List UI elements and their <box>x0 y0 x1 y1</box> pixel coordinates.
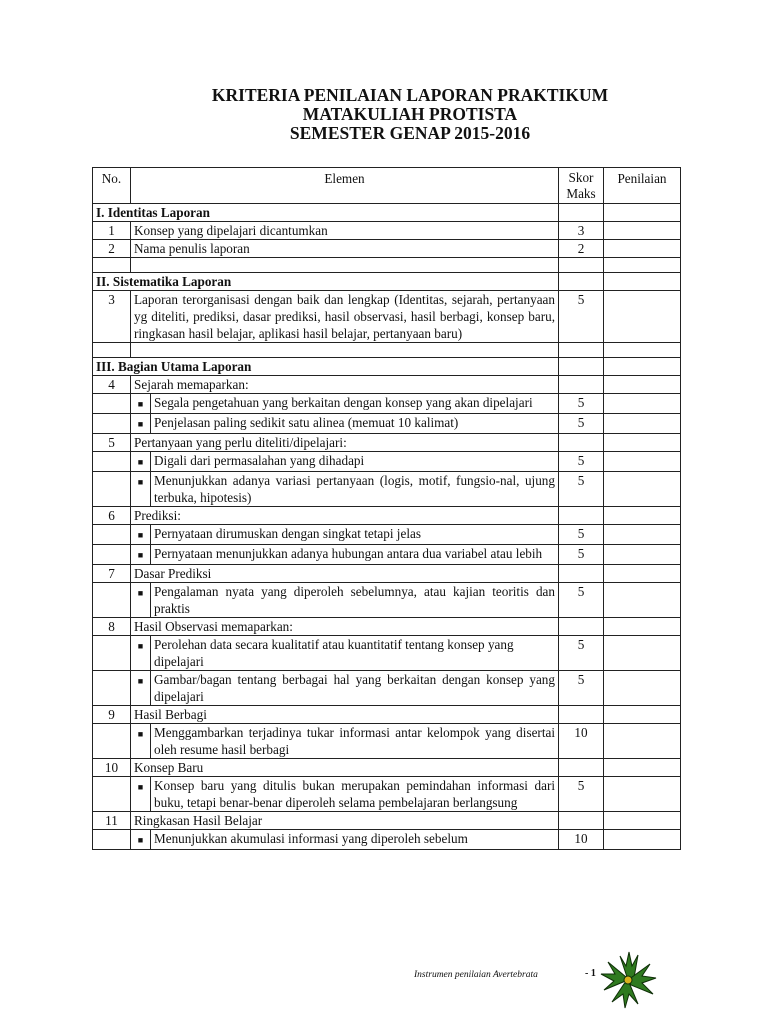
bullet-text: Perolehan data secara kualitatif atau kuantitatif tentang konsep yang dipelajari <box>151 636 559 671</box>
row-number: 5 <box>93 434 131 452</box>
leaf-logo-icon <box>598 950 658 1010</box>
row-text: Konsep yang dipelajari dicantumkan <box>131 222 559 240</box>
penilaian-cell[interactable] <box>604 240 681 258</box>
score-cell: 3 <box>559 222 604 240</box>
blank-row <box>93 258 681 273</box>
bullet-row <box>93 472 681 507</box>
score-cell <box>559 204 604 222</box>
title-line-2: MATAKULIAH PROTISTA <box>302 104 518 124</box>
penilaian-cell[interactable] <box>604 358 681 376</box>
section-row <box>93 358 681 376</box>
bullet-icon: ■ <box>131 724 151 759</box>
row-number: 2 <box>93 240 131 258</box>
table-row <box>93 222 681 240</box>
bullet-row <box>93 525 681 545</box>
bullet-icon: ■ <box>131 472 151 507</box>
penilaian-cell[interactable] <box>604 618 681 636</box>
penilaian-cell[interactable] <box>604 525 681 545</box>
header-elemen: Elemen <box>131 168 559 204</box>
score-cell <box>559 706 604 724</box>
bullet-text: Menunjukkan akumulasi informasi yang diperoleh sebelum <box>151 830 559 850</box>
table-row <box>93 434 681 452</box>
penilaian-cell[interactable] <box>604 414 681 434</box>
row-text: Hasil Observasi memaparkan: <box>131 618 559 636</box>
score-cell: 10 <box>559 724 604 759</box>
section-title: III. Bagian Utama Laporan <box>93 358 559 376</box>
penilaian-cell[interactable] <box>604 830 681 850</box>
penilaian-cell[interactable] <box>604 507 681 525</box>
row-number: 9 <box>93 706 131 724</box>
row-number: 3 <box>93 291 131 343</box>
score-cell: 5 <box>559 671 604 706</box>
bullet-icon: ■ <box>131 545 151 565</box>
score-cell <box>559 507 604 525</box>
header-skor-line2: Maks <box>566 186 596 201</box>
table-row <box>93 565 681 583</box>
penilaian-cell[interactable] <box>604 204 681 222</box>
score-cell <box>559 273 604 291</box>
bullet-icon: ■ <box>131 671 151 706</box>
penilaian-cell[interactable] <box>604 376 681 394</box>
row-text: Konsep Baru <box>131 759 559 777</box>
bullet-row <box>93 583 681 618</box>
penilaian-cell[interactable] <box>604 583 681 618</box>
section-row <box>93 273 681 291</box>
table-row <box>93 507 681 525</box>
penilaian-cell[interactable] <box>604 545 681 565</box>
penilaian-cell[interactable] <box>604 452 681 472</box>
score-cell: 5 <box>559 525 604 545</box>
bullet-row <box>93 671 681 706</box>
table-row <box>93 618 681 636</box>
score-cell <box>559 358 604 376</box>
row-text: Hasil Berbagi <box>131 706 559 724</box>
document-title <box>0 86 768 143</box>
bullet-row <box>93 777 681 812</box>
penilaian-cell[interactable] <box>604 565 681 583</box>
bullet-text: Segala pengetahuan yang berkaitan dengan konsep yang akan dipelajari <box>151 394 559 414</box>
penilaian-cell[interactable] <box>604 724 681 759</box>
bullet-icon: ■ <box>131 452 151 472</box>
penilaian-cell[interactable] <box>604 812 681 830</box>
row-text: Laporan terorganisasi dengan baik dan lengkap (Identitas, sejarah, pertanyaan yg diteliti, prediksi, dasar prediksi, hasil observasi, hasil berbagi, konsep baru, ringkasan hasil belajar, aplikasi hasil belajar, pertanyaan baru) <box>131 291 559 343</box>
row-text: Nama penulis laporan <box>131 240 559 258</box>
bullet-text: Pernyataan menunjukkan adanya hubungan antara dua variabel atau lebih <box>151 545 559 565</box>
penilaian-cell[interactable] <box>604 273 681 291</box>
row-text: Sejarah memaparkan: <box>131 376 559 394</box>
row-text: Pertanyaan yang perlu diteliti/dipelajari: <box>131 434 559 452</box>
score-cell: 5 <box>559 414 604 434</box>
score-cell <box>559 812 604 830</box>
bullet-row <box>93 394 681 414</box>
row-number: 1 <box>93 222 131 240</box>
penilaian-cell[interactable] <box>604 671 681 706</box>
score-cell: 10 <box>559 830 604 850</box>
bullet-text: Menunjukkan adanya variasi pertanyaan (logis, motif, fungsio-nal, ujung terbuka, hipotesis) <box>151 472 559 507</box>
bullet-icon: ■ <box>131 394 151 414</box>
bullet-icon: ■ <box>131 636 151 671</box>
table-row <box>93 706 681 724</box>
table-row <box>93 759 681 777</box>
score-cell: 5 <box>559 636 604 671</box>
row-number: 11 <box>93 812 131 830</box>
title-line-3: SEMESTER GENAP 2015-2016 <box>289 123 531 143</box>
row-text: Prediksi: <box>131 507 559 525</box>
bullet-icon: ■ <box>131 583 151 618</box>
score-cell <box>559 376 604 394</box>
bullet-row <box>93 830 681 850</box>
bullet-icon: ■ <box>131 777 151 812</box>
bullet-text: Menggambarkan terjadinya tukar informasi antar kelompok yang disertai oleh resume hasil berbagi <box>151 724 559 759</box>
score-cell <box>559 434 604 452</box>
bullet-text: Digali dari permasalahan yang dihadapi <box>151 452 559 472</box>
section-row <box>93 204 681 222</box>
penilaian-cell[interactable] <box>604 394 681 414</box>
bullet-row <box>93 414 681 434</box>
row-number: 7 <box>93 565 131 583</box>
penilaian-cell[interactable] <box>604 777 681 812</box>
score-cell: 5 <box>559 545 604 565</box>
table-row <box>93 812 681 830</box>
header-skor <box>559 168 604 204</box>
penilaian-cell[interactable] <box>604 291 681 343</box>
page-number: - 1 <box>585 968 596 979</box>
row-number: 10 <box>93 759 131 777</box>
row-text: Ringkasan Hasil Belajar <box>131 812 559 830</box>
table-row <box>93 291 681 343</box>
bullet-row <box>93 545 681 565</box>
blank-row <box>93 343 681 358</box>
penilaian-cell[interactable] <box>604 222 681 240</box>
bullet-row <box>93 636 681 671</box>
header-skor-line1: Skor <box>568 170 594 185</box>
section-title: II. Sistematika Laporan <box>93 273 559 291</box>
bullet-icon: ■ <box>131 525 151 545</box>
table-header-row <box>93 168 681 204</box>
table-row <box>93 240 681 258</box>
bullet-row <box>93 724 681 759</box>
bullet-icon: ■ <box>131 414 151 434</box>
row-number: 4 <box>93 376 131 394</box>
bullet-text: Gambar/bagan tentang berbagai hal yang berkaitan dengan konsep yang dipelajari <box>151 671 559 706</box>
score-cell: 5 <box>559 583 604 618</box>
penilaian-cell[interactable] <box>604 706 681 724</box>
score-cell: 5 <box>559 452 604 472</box>
row-number: 6 <box>93 507 131 525</box>
score-cell <box>559 618 604 636</box>
title-line-1: KRITERIA PENILAIAN LAPORAN PRAKTIKUM <box>211 85 609 105</box>
score-cell: 5 <box>559 777 604 812</box>
row-text: Dasar Prediksi <box>131 565 559 583</box>
header-no: No. <box>93 168 131 204</box>
bullet-icon: ■ <box>131 830 151 850</box>
section-title: I. Identitas Laporan <box>93 204 559 222</box>
table-row <box>93 376 681 394</box>
score-cell: 5 <box>559 394 604 414</box>
bullet-text: Konsep baru yang ditulis bukan merupakan pemindahan informasi dari buku, tetapi benar-benar diperoleh selama pembelajaran berlangsung <box>151 777 559 812</box>
assessment-table <box>92 167 681 850</box>
header-penilaian: Penilaian <box>604 168 681 204</box>
score-cell: 5 <box>559 291 604 343</box>
bullet-row <box>93 452 681 472</box>
footer-text: Instrumen penilaian Avertebrata <box>414 970 538 980</box>
penilaian-cell[interactable] <box>604 759 681 777</box>
bullet-text: Pengalaman nyata yang diperoleh sebelumnya, atau kajian teoritis dan praktis <box>151 583 559 618</box>
score-cell <box>559 565 604 583</box>
penilaian-cell[interactable] <box>604 434 681 452</box>
score-cell: 5 <box>559 472 604 507</box>
row-number: 8 <box>93 618 131 636</box>
penilaian-cell[interactable] <box>604 636 681 671</box>
bullet-text: Penjelasan paling sedikit satu alinea (memuat 10 kalimat) <box>151 414 559 434</box>
bullet-text: Pernyataan dirumuskan dengan singkat tetapi jelas <box>151 525 559 545</box>
score-cell: 2 <box>559 240 604 258</box>
penilaian-cell[interactable] <box>604 472 681 507</box>
score-cell <box>559 759 604 777</box>
